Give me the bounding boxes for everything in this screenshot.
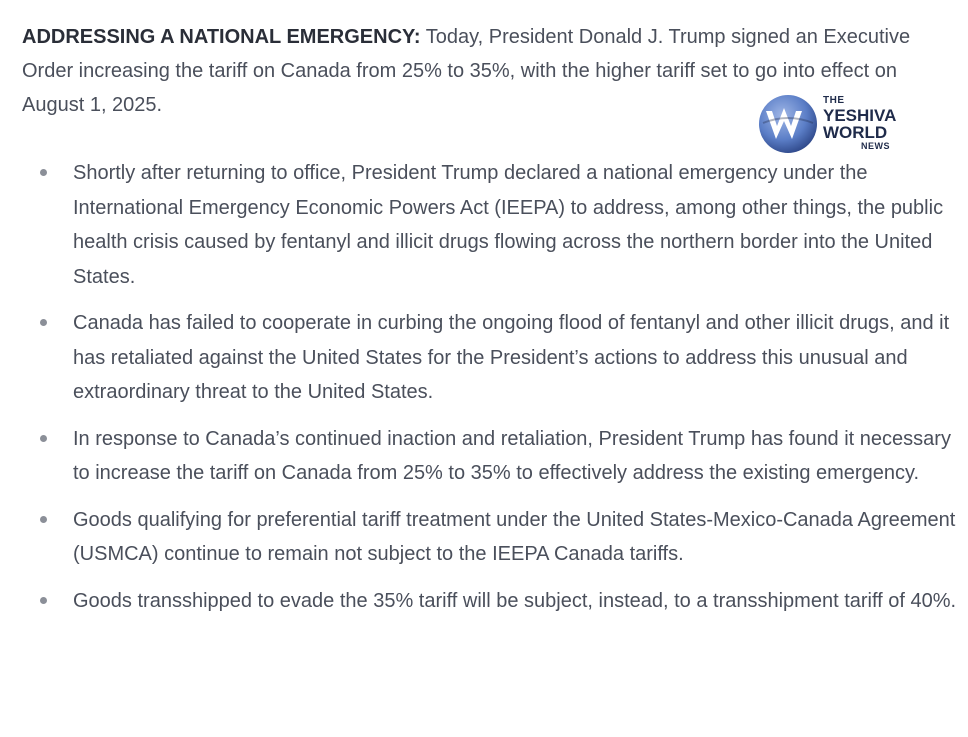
bullet-list <box>40 156 960 630</box>
intro-heading: ADDRESSING A NATIONAL EMERGENCY: <box>22 26 421 48</box>
intro-text: Today, President Donald J. Trump signed an Executive Order increasing the tariff on Canada from 25% to 35%, with the higher tariff set to go into effect on August 1, 2025. <box>22 26 911 116</box>
logo-wordmark <box>823 96 896 151</box>
list-item <box>40 156 960 294</box>
bullet-text: Goods qualifying for preferential tariff treatment under the United States-Mexico-Canada Agreement (USMCA) continue to remain not subject to the IEEPA Canada tariffs. <box>73 508 956 565</box>
list-item <box>40 503 960 572</box>
yeshiva-world-logo-icon <box>757 93 819 155</box>
bullet-dot-icon <box>40 319 47 326</box>
bullet-dot-icon <box>40 516 47 523</box>
bullet-text: Goods transshipped to evade the 35% tariff will be subject, instead, to a transshipment tariff of 40%. <box>73 589 957 612</box>
logo-world: WORLD <box>823 123 888 142</box>
bullet-dot-icon <box>40 435 47 442</box>
bullet-text: Shortly after returning to office, President Trump declared a national emergency under the International Emergency Economic Powers Act (IEEPA) to address, among other things, the public health crisis caused by fentanyl and illicit drugs flowing across the northern border into the United States. <box>73 162 944 288</box>
logo-the: THE <box>823 95 845 106</box>
logo-news: NEWS <box>861 141 890 151</box>
list-item <box>40 584 960 619</box>
bullet-dot-icon <box>40 169 47 176</box>
bullet-text: Canada has failed to cooperate in curbing the ongoing flood of fentanyl and other illicit drugs, and it has retaliated against the United States for the President’s actions to address this unusual and extraordinary threat to the United States. <box>73 312 950 403</box>
list-item <box>40 306 960 410</box>
bullet-dot-icon <box>40 597 47 604</box>
list-item <box>40 422 960 491</box>
logo-yeshiva: YESHIVA <box>823 106 897 125</box>
yeshiva-world-news-logo <box>757 93 907 155</box>
bullet-text: In response to Canada’s continued inaction and retaliation, President Trump has found it necessary to increase the tariff on Canada from 25% to 35% to effectively address the existing emergency. <box>73 427 951 484</box>
